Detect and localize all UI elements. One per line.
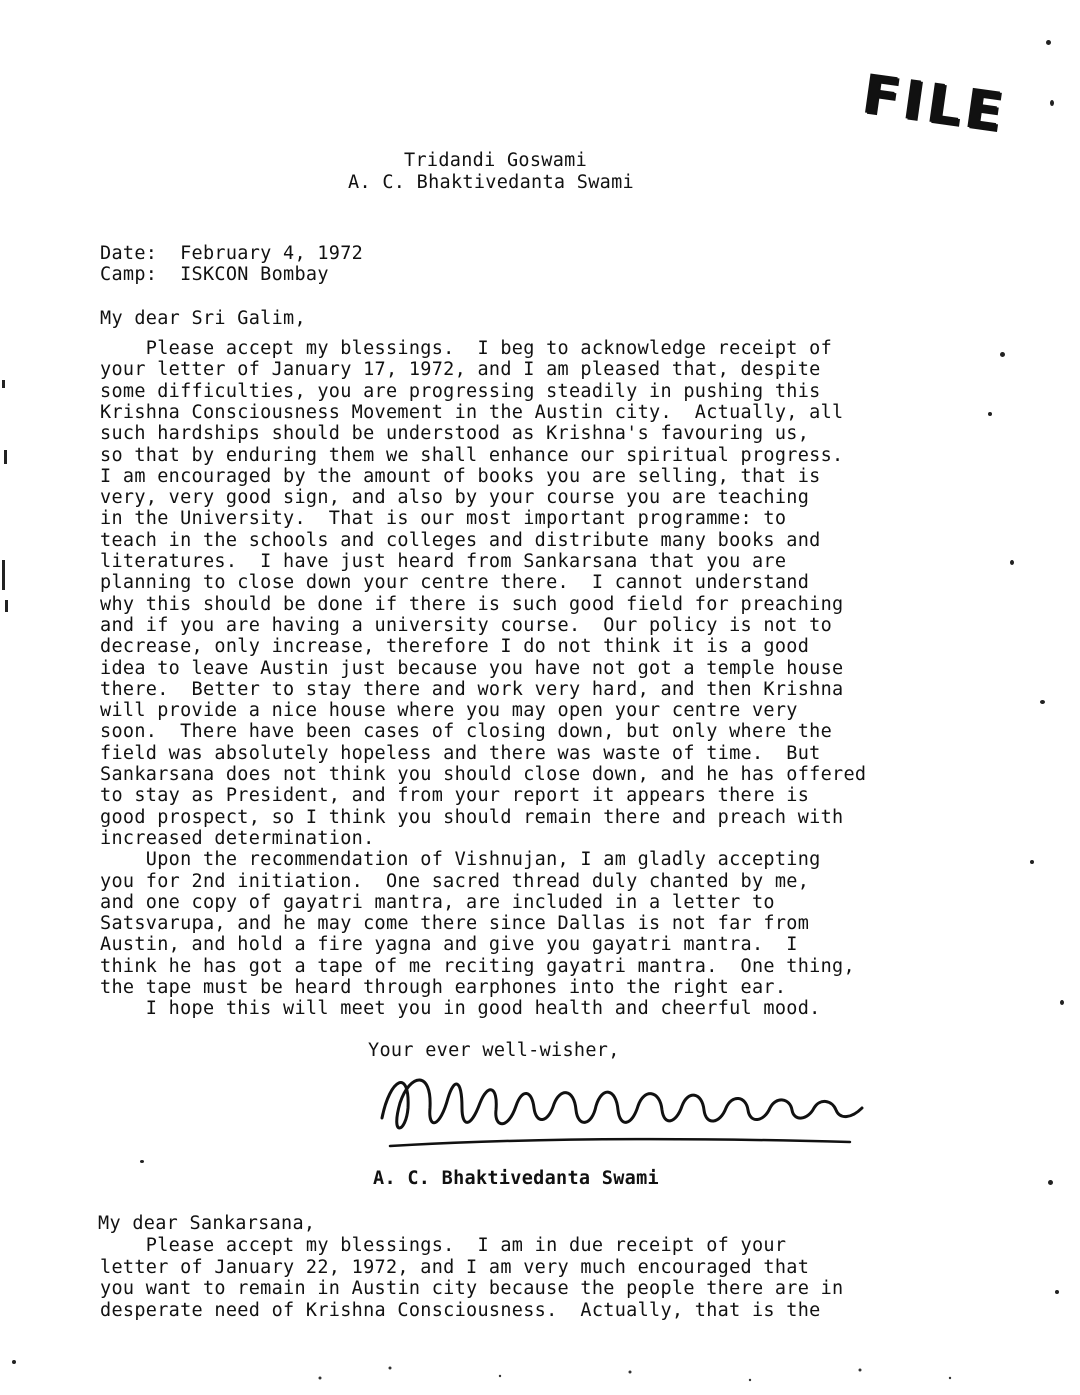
letter-line: letter of January 22, 1972, and I am very much encouraged that [100, 1256, 810, 1278]
scan-speck [988, 412, 992, 416]
letter-line: some difficulties, you are progressing steadily in pushing this [100, 380, 821, 402]
scan-speck [1000, 352, 1005, 357]
letter-line: you want to remain in Austin city because the people there are in [100, 1278, 844, 1299]
scan-speck [1030, 860, 1034, 864]
scan-speck [140, 1160, 144, 1163]
scan-edge-marks [0, 380, 20, 620]
letter-line: good prospect, so I think you should remain there and preach with [100, 806, 844, 828]
scan-noise-bottom [300, 1348, 1000, 1388]
letter-line: planning to close down your centre there. I cannot understand [100, 572, 810, 594]
letter-line: field was absolutely hopeless and there was waste of time. But [100, 742, 821, 764]
letter-line: there. Better to stay there and work very hard, and then Krishna [100, 678, 844, 700]
letter-line: increased determination. [100, 827, 375, 849]
letter-line: Please accept my blessings. I am in due receipt of your [100, 1235, 787, 1256]
letter-line: literatures. I have just heard from Sankarsana that you are [100, 551, 787, 572]
salutation-first-letter: My dear Sri Galim, [100, 308, 306, 329]
scan-speck [1060, 1000, 1064, 1005]
scan-speck [1050, 100, 1054, 106]
closing-line: Your ever well-wisher, [368, 1040, 620, 1061]
letter-line: and if you are having a university course. Our policy is not to [100, 614, 833, 636]
camp-line: Camp: ISKCON Bombay [100, 264, 329, 285]
scan-speck [12, 1360, 16, 1364]
letter-line: in the University. That is our most important programme: to [100, 508, 787, 530]
letter-line: teach in the schools and colleges and distribute many books and [100, 529, 821, 551]
signature-typed-name: A. C. Bhaktivedanta Swami [373, 1168, 659, 1189]
letter-line: desperate need of Krishna Consciousness. Actually, that is the [100, 1299, 821, 1321]
handwritten-signature [370, 1048, 890, 1158]
scan-speck [1048, 1180, 1053, 1185]
letter-line: your letter of January 17, 1972, and I am pleased that, despite [100, 359, 821, 381]
letter-line: why this should be done if there is such good field for preaching [100, 593, 844, 615]
letter-line: so that by enduring them we shall enhance our spiritual progress. [100, 444, 844, 466]
letter-line: I am encouraged by the amount of books you are selling, that is [100, 465, 821, 487]
letterhead-title: Tridandi Goswami [404, 150, 588, 171]
letter-line: idea to leave Austin just because you have not got a temple house [100, 657, 844, 679]
letter-line: Satsvarupa, and he may come there since Dallas is not far from [100, 913, 810, 935]
letter-line: think he has got a tape of me reciting gayatri mantra. One thing, [100, 955, 855, 977]
letter-line: to stay as President, and from your report it appears there is [100, 785, 810, 807]
letter-line: and one copy of gayatri mantra, are included in a letter to [100, 891, 775, 913]
letter-line: the tape must be heard through earphones into the right ear. [100, 977, 787, 998]
letterhead-name: A. C. Bhaktivedanta Swami [348, 172, 634, 193]
letter-line: you for 2nd initiation. One sacred thread duly chanted by me, [100, 870, 810, 892]
scan-speck [1046, 40, 1051, 45]
letter-line: will provide a nice house where you may open your centre very [100, 700, 798, 722]
scan-speck [1055, 1290, 1059, 1294]
letter-line: very, very good sign, and also by your course you are teaching [100, 487, 810, 509]
letter-line: soon. There have been cases of closing down, but only where the [100, 721, 833, 743]
file-stamp: FILE [858, 62, 1010, 145]
letter-line: decrease, only increase, therefore I do not think it is a good [100, 636, 810, 658]
salutation-second-letter: My dear Sankarsana, [98, 1213, 316, 1234]
letter-line: Sankarsana does not think you should close down, and he has offered [100, 764, 867, 785]
letter-line: Austin, and hold a fire yagna and give you gayatri mantra. I [100, 934, 798, 956]
scan-speck [1040, 700, 1045, 704]
scan-speck [1010, 560, 1014, 565]
letter-line: such hardships should be understood as Krishna's favouring us, [100, 423, 810, 445]
letter-line: I hope this will meet you in good health and cheerful mood. [100, 998, 821, 1020]
letter-line: Krishna Consciousness Movement in the Austin city. Actually, all [100, 401, 844, 423]
date-line: Date: February 4, 1972 [100, 243, 364, 264]
letter-line: Upon the recommendation of Vishnujan, I am gladly accepting [100, 849, 821, 871]
letter-line: Please accept my blessings. I beg to acknowledge receipt of [100, 338, 833, 359]
